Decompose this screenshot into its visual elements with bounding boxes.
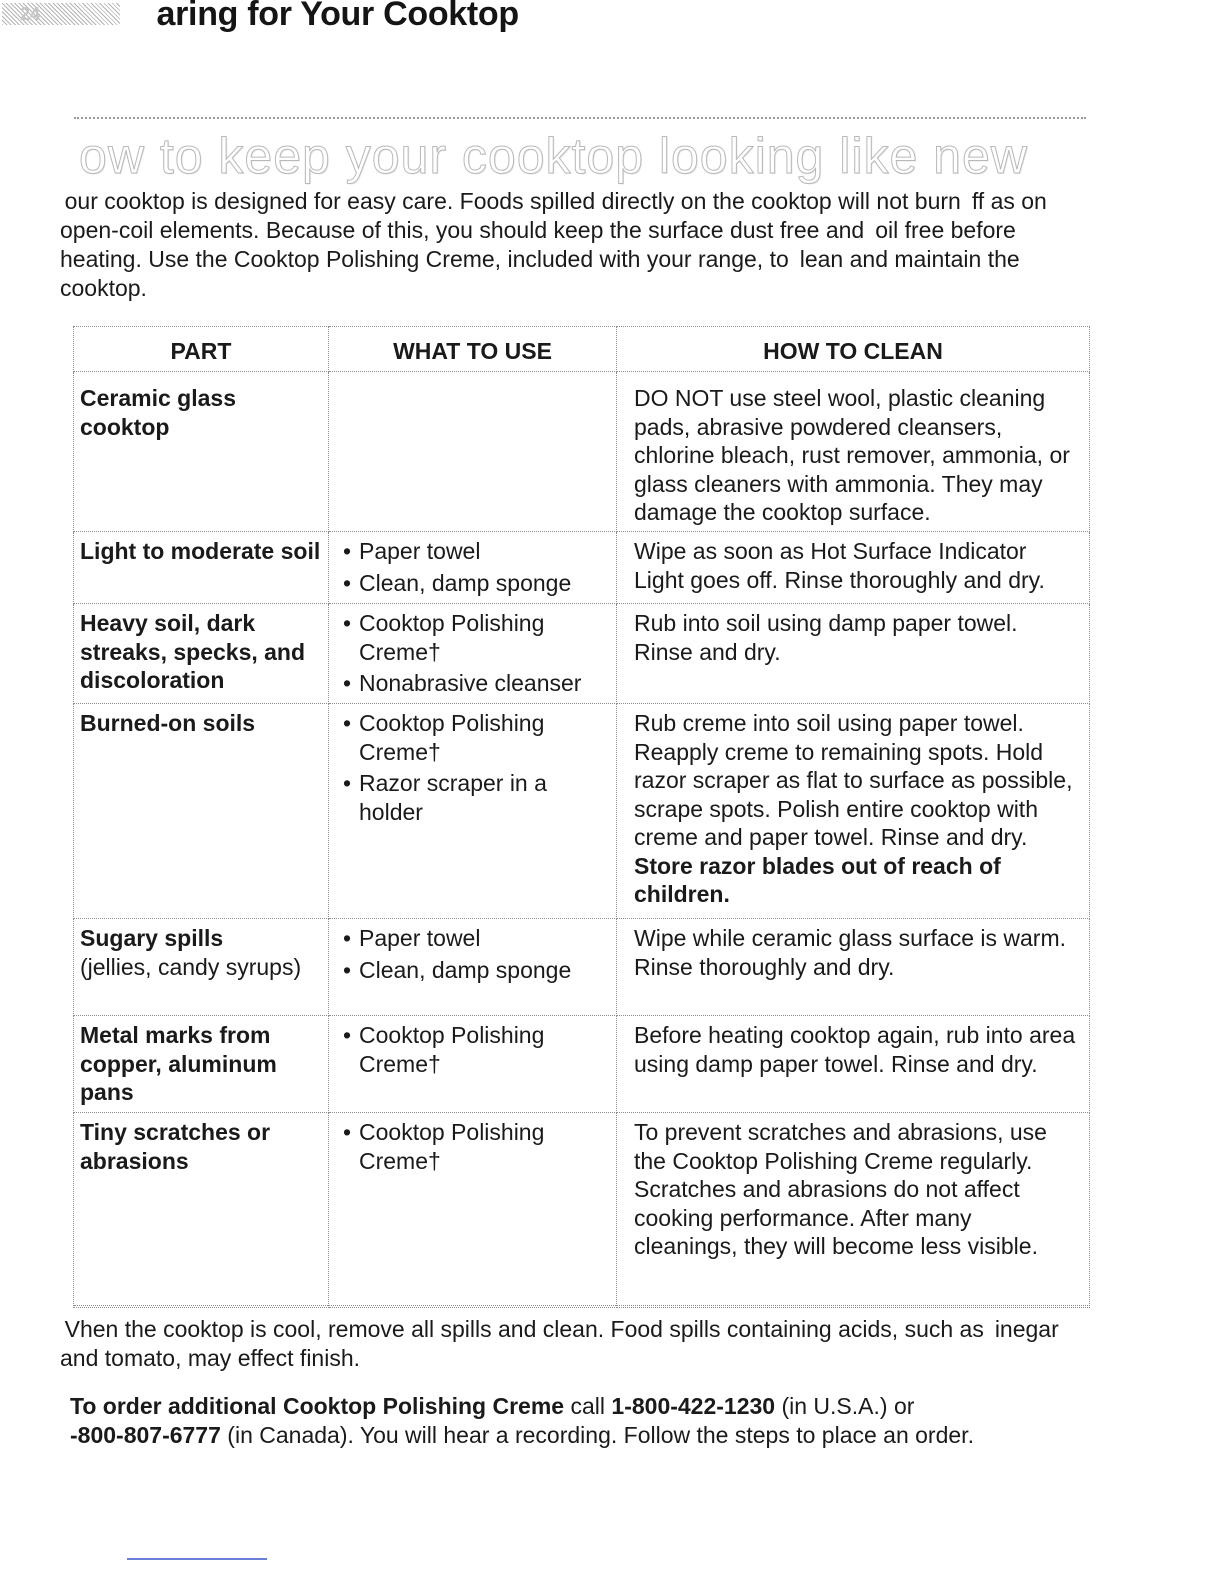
table-body [74, 372, 1090, 1308]
cell-what-to-use [329, 532, 617, 604]
supply-list [343, 924, 610, 984]
cell-how-to-clean [617, 532, 1090, 604]
how-to-clean-text: Rub creme into soil using paper towel. Reapply creme to remaining spots. Hold razor scraper as flat to surface as possible, scrape spots. Polish entire cooktop with creme and paper towel. Rinse and dry. [634, 710, 1073, 850]
table-row [74, 532, 1090, 604]
supply-list [343, 537, 610, 597]
supply-list [343, 1021, 610, 1078]
list-item: • Cooktop Polishing Creme† [343, 1021, 610, 1078]
cell-part [74, 1016, 329, 1113]
cell-how-to-clean [617, 1016, 1090, 1113]
how-to-clean-text: Rub into soil using damp paper towel. Rinse and dry. [634, 610, 1018, 665]
part-label: Tiny scratches or abrasions [80, 1119, 271, 1174]
table-bottom-rule [74, 1305, 1088, 1306]
phone-us-note: (in U.S.A.) or [775, 1393, 915, 1419]
part-label: Sugary spills [80, 925, 224, 951]
cell-what-to-use [329, 372, 617, 532]
list-item: • Cooktop Polishing Creme† [343, 1118, 610, 1175]
after-table-note: Vhen the cooktop is cool, remove all spills and clean. Food spills containing acids, such as inegar and tomato, may effect finish. [60, 1316, 1059, 1371]
column-header-how-to-clean: HOW TO CLEAN [617, 327, 1090, 372]
list-item: • Paper towel [343, 924, 610, 953]
order-call: call [564, 1393, 612, 1419]
list-item: • Cooktop Polishing Creme† [343, 709, 610, 766]
how-to-clean-text: To prevent scratches and abrasions, use the Cooktop Polishing Creme regularly. Scratches and abrasions do not affect cooking performance. After many cleanings, they will become less visible. [634, 1119, 1047, 1259]
list-item: • Cooktop Polishing Creme† [343, 609, 610, 666]
list-item: • Clean, damp sponge [343, 956, 610, 985]
cell-how-to-clean [617, 1113, 1090, 1308]
part-note: (jellies, candy syrups) [80, 953, 302, 980]
list-item: • Razor scraper in a holder [343, 769, 610, 826]
how-to-clean-text: Before heating cooktop again, rub into area using damp paper towel. Rinse and dry. [634, 1022, 1076, 1077]
cell-what-to-use [329, 704, 617, 919]
table-row [74, 604, 1090, 704]
part-label: Ceramic glass cooktop [80, 385, 236, 440]
table-header-row [74, 327, 1090, 372]
cell-part [74, 604, 329, 704]
part-label: Heavy soil, dark streaks, specks, and discoloration [80, 610, 306, 693]
how-to-clean-text: Wipe as soon as Hot Surface Indicator Light goes off. Rinse thoroughly and dry. [634, 538, 1045, 593]
cell-how-to-clean [617, 604, 1090, 704]
table-row [74, 704, 1090, 919]
cleaning-table [73, 326, 1090, 1308]
cell-what-to-use [329, 1113, 617, 1308]
page-number-mark [2, 3, 120, 25]
table-row [74, 372, 1090, 532]
phone-canada: -800-807-6777 [70, 1422, 221, 1448]
cell-part [74, 704, 329, 919]
list-item: • Paper towel [343, 537, 610, 566]
cell-what-to-use [329, 919, 617, 1016]
cell-part [74, 1113, 329, 1308]
safety-warning: Store razor blades out of reach of children. [634, 852, 1001, 907]
order-info [70, 1392, 1110, 1450]
how-to-clean-text: Wipe while ceramic glass surface is warm. Rinse thoroughly and dry. [634, 925, 1067, 980]
cell-how-to-clean [617, 704, 1090, 919]
footer-link-line [127, 1558, 267, 1560]
part-label: Light to moderate soil [80, 538, 321, 564]
page-number: 24 [20, 4, 41, 24]
cell-part [74, 532, 329, 604]
cell-part [74, 919, 329, 1016]
table-row [74, 919, 1090, 1016]
cell-what-to-use [329, 1016, 617, 1113]
table-row [74, 1113, 1090, 1308]
supply-list [343, 709, 610, 826]
phone-canada-note: (in Canada). You will hear a recording. Follow the steps to place an order. [220, 1422, 974, 1448]
order-lead: To order additional Cooktop Polishing Creme [70, 1393, 565, 1419]
how-to-clean-text: DO NOT use steel wool, plastic cleaning pads, abrasive powdered cleansers, chlorine bleach, rust remover, ammonia, or glass cleaners with ammonia. They may damage the cooktop surface. [634, 385, 1070, 525]
list-item: • Clean, damp sponge [343, 569, 610, 598]
page-title: aring for Your Cooktop [150, 0, 519, 33]
part-label: Metal marks from copper, aluminum pans [80, 1022, 277, 1105]
supply-list [343, 609, 610, 698]
section-divider [74, 117, 1086, 119]
part-label: Burned-on soils [80, 710, 256, 736]
column-header-part: PART [74, 327, 329, 372]
cell-what-to-use [329, 604, 617, 704]
supply-list [343, 1118, 610, 1175]
table-row [74, 1016, 1090, 1113]
cell-how-to-clean [617, 919, 1090, 1016]
section-title: ow to keep your cooktop looking like new [68, 128, 1028, 184]
page-header [0, 0, 700, 40]
column-header-what-to-use: WHAT TO USE [329, 327, 617, 372]
cell-how-to-clean [617, 372, 1090, 532]
list-item: • Nonabrasive cleanser [343, 669, 610, 698]
phone-us: 1-800-422-1230 [611, 1393, 776, 1419]
cell-part [74, 372, 329, 532]
intro-paragraph: our cooktop is designed for easy care. Foods spilled directly on the cooktop will not burn ff as on open-coil elements. Because of this, you should keep the surface dust free and oil free before heating. Use the Cooktop Polishing Creme, included with your range, to lean and maintain the cooktop. [60, 188, 1047, 301]
